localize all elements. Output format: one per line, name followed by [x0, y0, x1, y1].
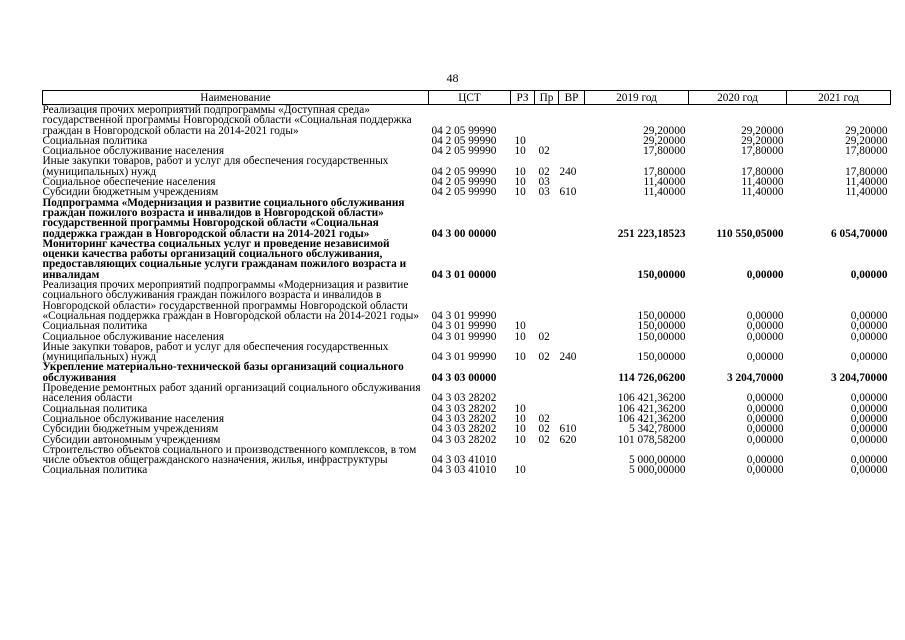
cell-2019: 5 000,00000: [629, 454, 686, 467]
cell-2019: 29,20000: [643, 134, 686, 147]
budget-table: [42, 90, 891, 476]
cell-pr: 02: [538, 330, 550, 343]
cell-2020: 110 550,05000: [716, 227, 784, 240]
cell-rz: [511, 383, 535, 404]
cell-vr: [559, 198, 585, 239]
cell-vr: [559, 321, 585, 331]
cell-cst: 04 3 00 00000: [431, 227, 497, 240]
cell-cst: 04 3 01 99990: [431, 309, 497, 322]
cell-pr: 02: [538, 145, 550, 158]
cell-2019: 106 421,36200: [617, 392, 686, 405]
cell-2020: 0,00000: [746, 412, 784, 425]
cell-name: Социальное обеспечение населения: [42, 176, 216, 189]
cell-2020: 0,00000: [746, 392, 784, 405]
cell-2020: 29,20000: [741, 134, 784, 147]
cell-cst: 04 3 01 99990: [431, 330, 497, 343]
cell-vr: [559, 383, 585, 404]
cell-vr: 610: [559, 423, 577, 436]
header-name: Наименование: [43, 91, 429, 105]
page-number: 48: [446, 71, 459, 85]
cell-2020: 3 204,70000: [727, 371, 784, 384]
cell-rz: 10: [514, 330, 526, 343]
cell-pr: [535, 383, 559, 404]
cell-2020: 0,00000: [746, 309, 784, 322]
cell-2021: 6 054,70000: [831, 227, 888, 240]
cell-2019: 106 421,36200: [617, 402, 686, 415]
cell-2019: 17,80000: [643, 145, 686, 158]
cell-name: Подпрограмма «Модернизация и развитие социального обслуживания граждан пожилого возраста и инвалидов в Новгородской области» государственной программы Новгородской области «Социальная поддержка граждан в Новгородской области на 2014-2021 годы»: [42, 196, 405, 240]
cell-2021: 0,00000: [850, 351, 888, 364]
cell-cst: 04 3 01 00000: [431, 268, 497, 281]
cell-name: Социальная политика: [42, 402, 148, 415]
cell-pr: [535, 362, 559, 383]
cell-vr: [559, 404, 585, 414]
cell-pr: 02: [538, 433, 550, 446]
header-vr: ВР: [559, 91, 585, 105]
header-rz: РЗ: [511, 91, 535, 105]
header-2020: 2020 год: [689, 91, 787, 105]
cell-pr: 02: [538, 412, 550, 425]
table-row: [43, 198, 891, 239]
cell-name: Социальное обслуживание населения: [42, 145, 225, 158]
cell-vr: 240: [559, 165, 577, 178]
cell-pr: [535, 239, 559, 280]
cell-rz: 10: [514, 134, 526, 147]
cell-pr: 02: [538, 165, 550, 178]
cell-pr: 03: [538, 176, 550, 189]
cell-2020: 0,00000: [746, 423, 784, 436]
cell-vr: [559, 445, 585, 466]
cell-2019: 150,00000: [637, 268, 686, 281]
table-row: [43, 239, 891, 280]
cell-pr: [535, 465, 559, 475]
cell-vr: 240: [559, 351, 577, 364]
cell-rz: [511, 105, 535, 136]
cell-cst: 04 3 01 99990: [431, 351, 497, 364]
cell-2021: 0,00000: [850, 392, 888, 405]
cell-rz: [511, 445, 535, 466]
cell-2021: 29,20000: [845, 134, 888, 147]
cell-2021: 0,00000: [850, 320, 888, 333]
cell-cst: 04 3 01 99990: [431, 320, 497, 333]
cell-name: Субсидии бюджетным учреждениям: [42, 186, 219, 199]
cell-2020: 0,00000: [746, 402, 784, 415]
cell-rz: 10: [514, 433, 526, 446]
cell-rz: 10: [514, 351, 526, 364]
cell-2021: 0,00000: [850, 412, 888, 425]
cell-rz: [511, 239, 535, 280]
cell-2019: 5 000,00000: [629, 464, 686, 477]
cell-cst: 04 2 05 99990: [431, 186, 497, 199]
table-row: [43, 445, 891, 466]
cell-cst: 04 3 03 28202: [431, 392, 497, 405]
cell-cst: 04 3 03 28202: [431, 412, 497, 425]
cell-vr: [559, 146, 585, 156]
cell-pr: 03: [538, 186, 550, 199]
cell-cst: 04 3 03 00000: [431, 371, 497, 384]
cell-cst: 04 2 05 99990: [431, 145, 497, 158]
cell-name: Иные закупки товаров, работ и услуг для обеспечения государственных (муниципальных) нужд: [42, 155, 389, 178]
cell-name: Иные закупки товаров, работ и услуг для обеспечения государственных (муниципальных) нужд: [42, 340, 389, 364]
cell-vr: [559, 362, 585, 383]
cell-cst: 04 3 03 41010: [431, 454, 497, 467]
cell-2020: 0,00000: [746, 268, 784, 281]
cell-2021: 17,80000: [845, 145, 888, 158]
cell-2019: 150,00000: [637, 309, 686, 322]
cell-vr: [559, 280, 585, 321]
cell-2019: 5 342,78000: [629, 423, 686, 436]
cell-2019: 150,00000: [637, 320, 686, 333]
cell-vr: [559, 332, 585, 342]
cell-2019: 11,40000: [643, 176, 686, 189]
cell-name: Реализация прочих мероприятий подпрограммы «Доступная среда» государственной программы Новгородской области «Социальная поддержка граждан в Новгородской области на 2014-2021 годы»: [42, 104, 412, 137]
table-row: [43, 362, 891, 383]
cell-2021: 0,00000: [850, 464, 888, 477]
cell-rz: 10: [514, 176, 526, 189]
cell-name: Социальная политика: [42, 320, 148, 333]
cell-2021: 0,00000: [850, 330, 888, 343]
cell-pr: [535, 198, 559, 239]
cell-2021: 11,40000: [845, 176, 888, 189]
header-2019: 2019 год: [585, 91, 689, 105]
cell-rz: 10: [514, 186, 526, 199]
table-header: [43, 91, 891, 105]
table-row: [43, 321, 891, 331]
cell-2020: 29,20000: [741, 124, 784, 137]
cell-rz: 10: [514, 412, 526, 425]
cell-rz: 10: [514, 402, 526, 415]
cell-2020: 0,00000: [746, 464, 784, 477]
cell-2019: 11,40000: [643, 186, 686, 199]
cell-name: Социальная политика: [42, 134, 148, 147]
cell-2021: 0,00000: [850, 433, 888, 446]
cell-cst: 04 3 03 28202: [431, 423, 497, 436]
cell-cst: 04 2 05 99990: [431, 124, 497, 137]
cell-pr: [535, 105, 559, 136]
cell-2021: 29,20000: [845, 124, 888, 137]
cell-rz: 10: [514, 165, 526, 178]
cell-pr: [535, 321, 559, 331]
cell-name: Субсидии бюджетным учреждениям: [42, 423, 219, 436]
cell-pr: [535, 280, 559, 321]
cell-rz: [511, 280, 535, 321]
cell-2021: 0,00000: [850, 268, 888, 281]
cell-2019: 150,00000: [637, 330, 686, 343]
cell-2021: 0,00000: [850, 423, 888, 436]
cell-name: Социальное обслуживание населения: [42, 412, 225, 425]
cell-name: Мониторинг качества социальных услуг и проведение независимой оценки качества работы организаций социального обслуживания, предоставляющих социальные услуги гражданам пожилого возраста и инвалидам: [42, 237, 407, 281]
cell-2019: 17,80000: [643, 165, 686, 178]
cell-pr: 02: [538, 351, 550, 364]
cell-2019: 106 421,36200: [617, 412, 686, 425]
cell-vr: [559, 105, 585, 136]
cell-2020: 0,00000: [746, 320, 784, 333]
cell-cst: 04 2 05 99990: [431, 176, 497, 189]
cell-2020: 0,00000: [746, 454, 784, 467]
cell-rz: [511, 362, 535, 383]
table-row: [43, 465, 891, 475]
cell-2021: 3 204,70000: [831, 371, 888, 384]
cell-vr: [559, 239, 585, 280]
cell-vr: 620: [559, 433, 577, 446]
cell-vr: [559, 465, 585, 475]
cell-rz: 10: [514, 464, 526, 477]
cell-rz: 10: [514, 320, 526, 333]
cell-2019: 114 726,06200: [618, 371, 686, 384]
cell-2021: 0,00000: [850, 309, 888, 322]
cell-cst: 04 3 03 41010: [431, 464, 497, 477]
cell-pr: 02: [538, 423, 550, 436]
header-2021: 2021 год: [787, 91, 891, 105]
cell-2020: 11,40000: [741, 186, 784, 199]
cell-pr: [535, 445, 559, 466]
cell-name: Проведение ремонтных работ зданий организаций социального обслуживания населения области: [42, 382, 421, 405]
cell-2021: 0,00000: [850, 402, 888, 415]
header-pr: Пр: [535, 91, 559, 105]
table-row: [43, 383, 891, 404]
cell-2019: 251 223,18523: [617, 227, 686, 240]
cell-2019: 150,00000: [637, 351, 686, 364]
cell-vr: [559, 136, 585, 146]
cell-name: Строительство объектов социального и производственного комплексов, в том числе объектов общегражданского назначения, жилья, инфраструктуры: [42, 443, 417, 467]
cell-rz: [511, 198, 535, 239]
cell-name: Укрепление материально-технической базы организаций социального обслуживания: [42, 361, 404, 384]
header-cst: ЦСТ: [429, 91, 511, 105]
cell-2020: 17,80000: [741, 165, 784, 178]
table-row: [43, 280, 891, 321]
cell-name: Социальное обслуживание населения: [42, 330, 225, 343]
cell-2020: 0,00000: [746, 330, 784, 343]
table-row: [43, 424, 891, 434]
cell-cst: 04 3 03 28202: [431, 433, 497, 446]
cell-2021: 11,40000: [845, 186, 888, 199]
cell-2019: 101 078,58200: [617, 433, 686, 446]
table-row: [43, 156, 891, 177]
cell-2021: 0,00000: [850, 454, 888, 467]
cell-2019: 29,20000: [643, 124, 686, 137]
cell-cst: 04 3 03 28202: [431, 402, 497, 415]
cell-cst: 04 2 05 99990: [431, 134, 497, 147]
cell-rz: 10: [514, 145, 526, 158]
cell-2020: 11,40000: [741, 176, 784, 189]
cell-2021: 17,80000: [845, 165, 888, 178]
cell-vr: 610: [559, 186, 577, 199]
table-row: [43, 105, 891, 136]
cell-2020: 0,00000: [746, 351, 784, 364]
table-body: [43, 105, 891, 476]
cell-name: Субсидии автономным учреждениям: [42, 433, 221, 446]
table-row: [43, 342, 891, 363]
cell-rz: 10: [514, 423, 526, 436]
cell-name: Социальная политика: [42, 464, 148, 477]
cell-cst: 04 2 05 99990: [431, 165, 497, 178]
cell-name: Реализация прочих мероприятий подпрограммы «Модернизация и развитие социального обслуживания граждан пожилого возраста и инвалидов в Новгородской области» государственной программы Новгородской области «Социальная поддержка граждан в Новгородской области на 2014-2021 годы»: [42, 279, 419, 322]
cell-2020: 0,00000: [746, 433, 784, 446]
cell-2020: 17,80000: [741, 145, 784, 158]
